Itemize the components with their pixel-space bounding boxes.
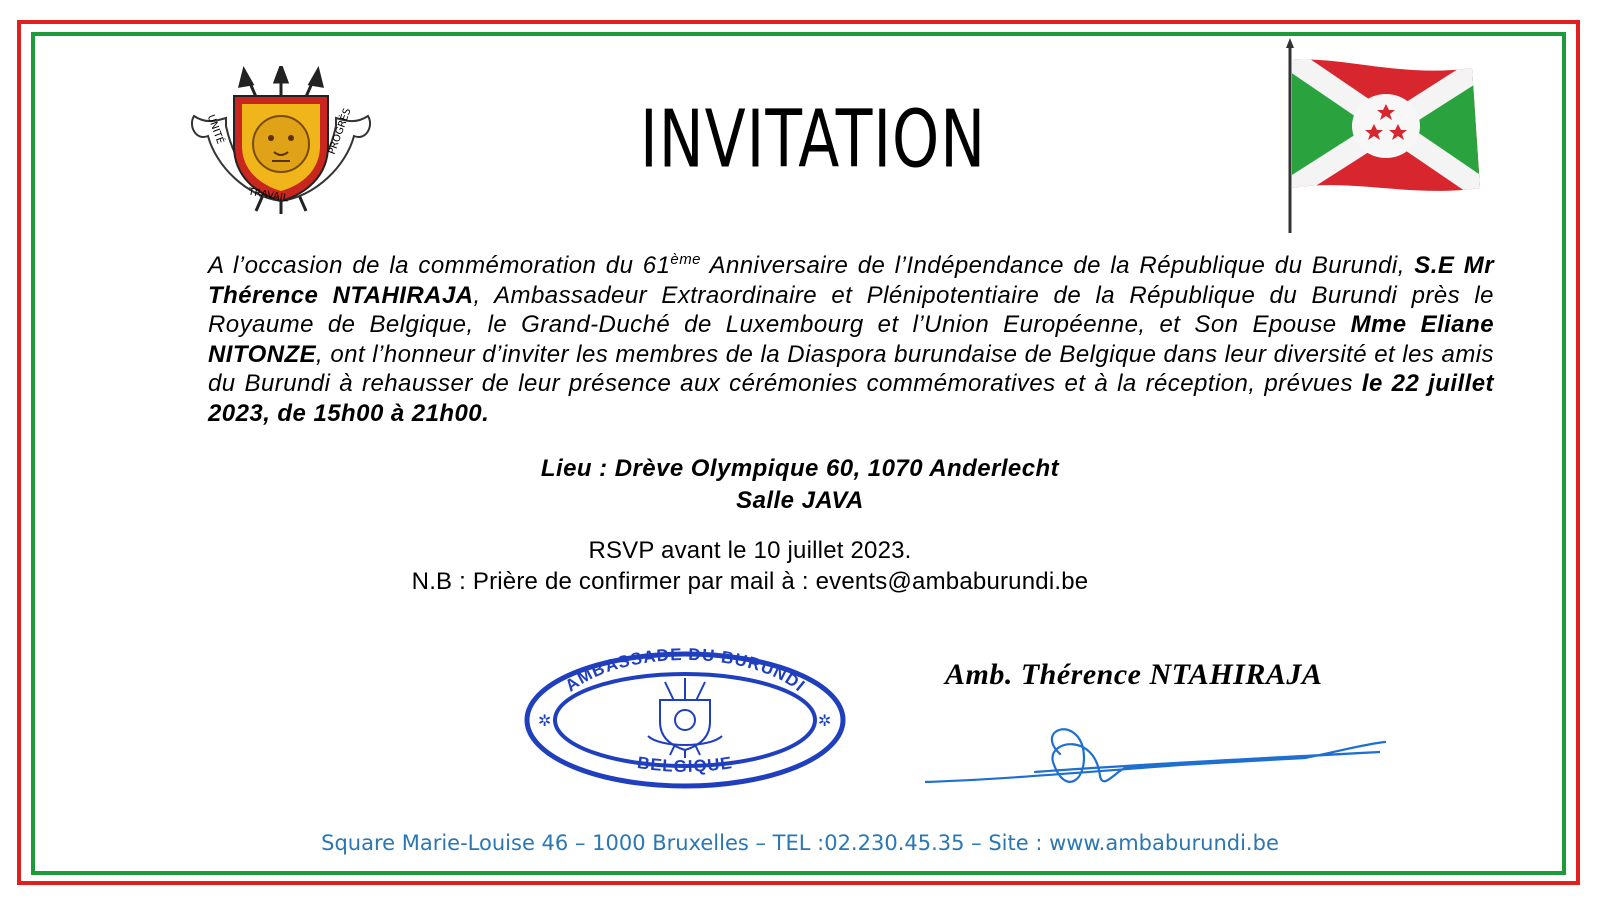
- signatory-name: Amb. Thérence NTAHIRAJA: [945, 658, 1323, 691]
- motto-unite: UNITÉ: [204, 113, 226, 146]
- body-intro: A l’occasion de la commémoration du 61: [208, 252, 671, 279]
- coat-of-arms-motto: [186, 66, 376, 216]
- body-title: , Ambassadeur Extraordinaire et Plénipotentiaire de la République du Burundi près le Royaume de Belgique, le Grand-Duché de Luxembourg et l’Union Européenne, et Son Epouse: [208, 281, 1494, 338]
- footer-address: Square Marie-Louise 46 – 1000 Bruxelles – TEL :02.230.45.35 – Site : www.ambaburundi.be: [321, 831, 1279, 855]
- stamp-bottom-text: BELGIQUE: [636, 753, 734, 776]
- rsvp-deadline: RSVP avant le 10 juillet 2023.: [588, 537, 912, 564]
- venue-room: Salle JAVA: [736, 487, 864, 514]
- venue-location: Lieu : Drève Olympique 60, 1070 Anderlecht: [540, 455, 1060, 482]
- host-name: S.E Mr Thérence NTAHIRAJA: [208, 252, 1494, 309]
- handwritten-signature: [925, 720, 1425, 800]
- event-date-time: le 22 juillet 2023, de 15h00 à 21h00.: [208, 370, 1494, 427]
- invitation-title: INVITATION: [640, 94, 987, 187]
- svg-text:✲: ✲: [818, 711, 832, 730]
- svg-text:✲: ✲: [538, 711, 552, 730]
- ordinal-suffix: ème: [670, 251, 701, 268]
- rsvp-email-note: N.B : Prière de confirmer par mail à : events@ambaburundi.be: [411, 568, 1089, 595]
- body-anniversary: Anniversaire de l’Indépendance de la République du Burundi,: [700, 252, 1415, 279]
- motto-travail: TRAVAIL: [247, 186, 290, 205]
- motto-progres: PROGRÈS: [326, 106, 354, 157]
- spouse-name: Mme Eliane NITONZE: [208, 311, 1495, 368]
- stamp-top-text: AMBASSADE DU BURUNDI: [561, 644, 809, 696]
- embassy-stamp: [520, 640, 850, 790]
- invitation-body: [208, 251, 1494, 428]
- body-invite: , ont l’honneur d’inviter les membres de la Diaspora burundaise de Belgique dans leur diversité et les amis du Burundi à rehausser de leur présence aux cérémonies commémoratives et à la réception, prévues: [208, 340, 1494, 397]
- burundi-flag-icon: [1282, 38, 1507, 238]
